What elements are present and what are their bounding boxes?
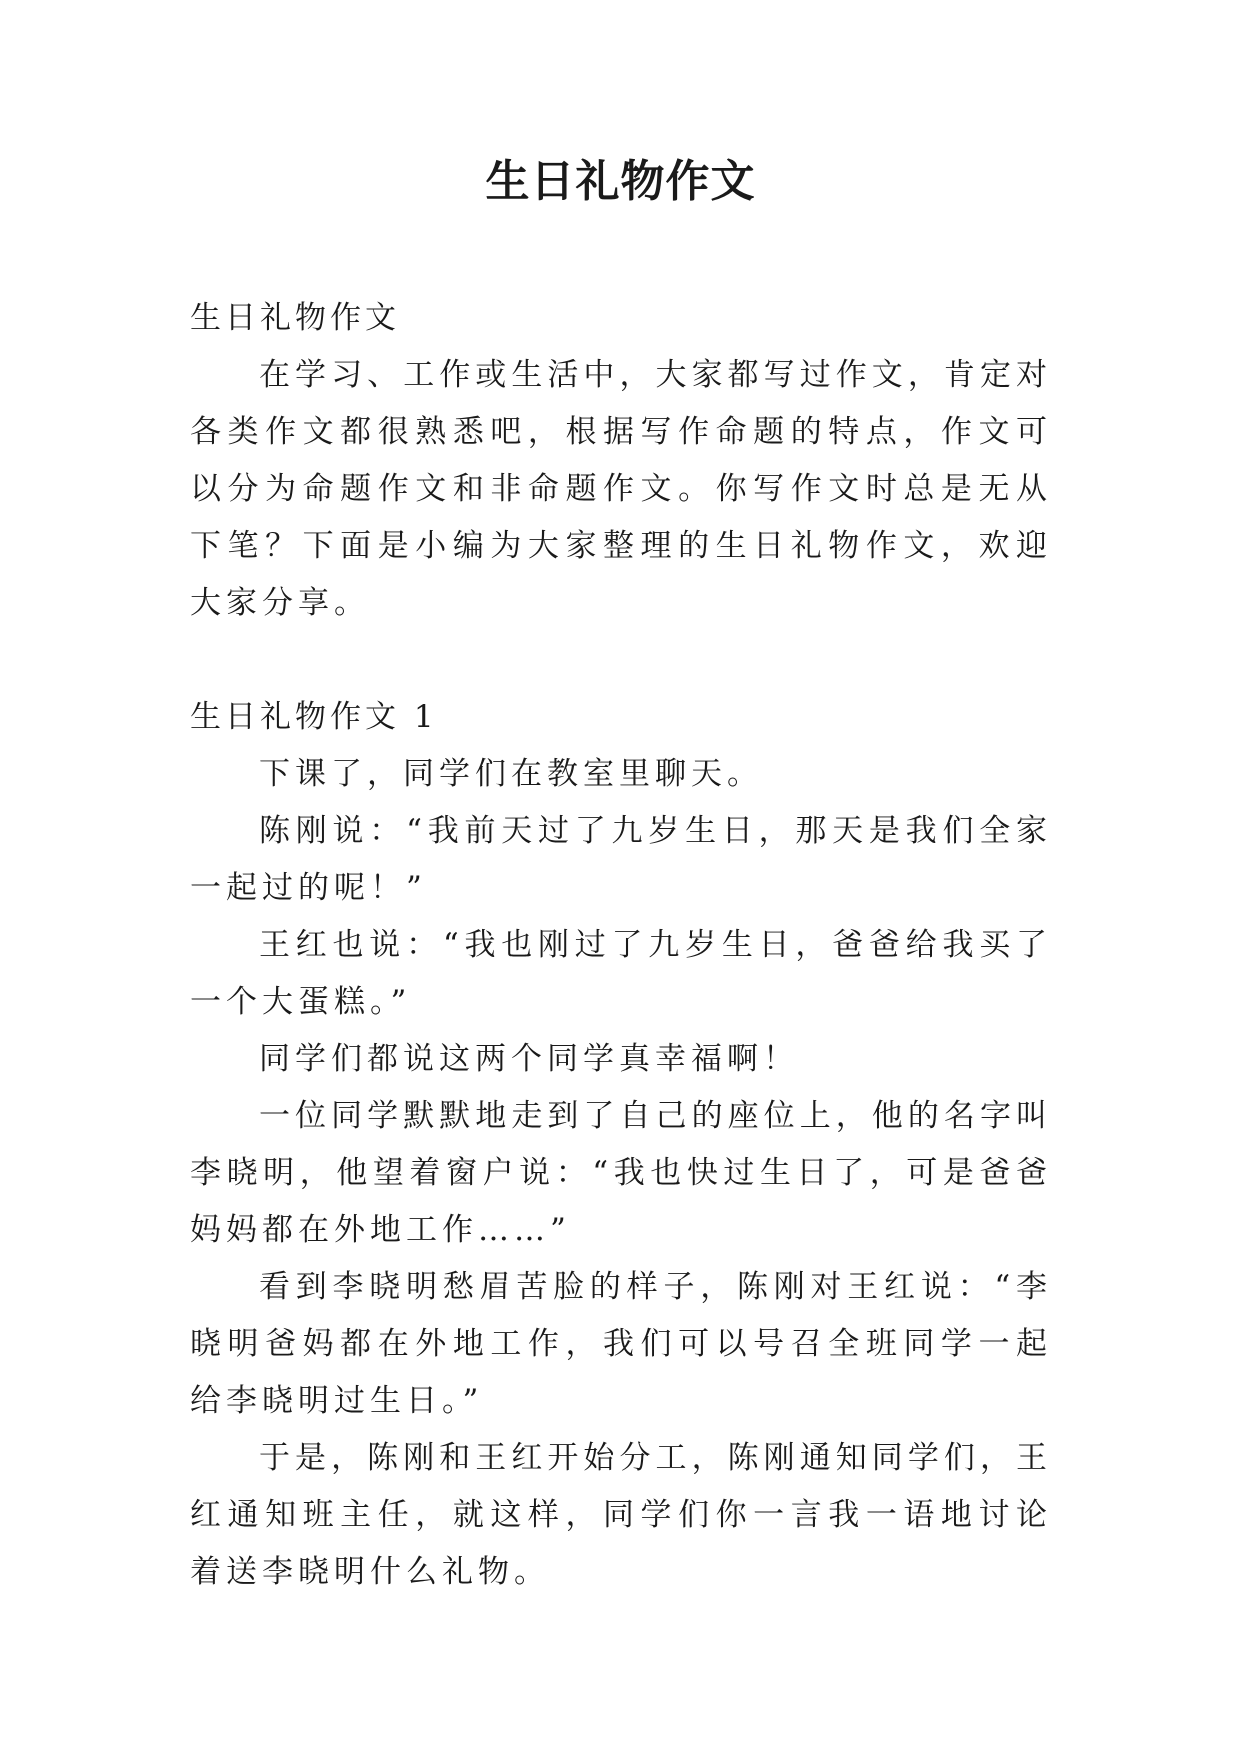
body-paragraph: 一位同学默默地走到了自己的座位上，他的名字叫李晓明，他望着窗户说：“我也快过生日了，可是爸爸妈妈都在外地工作……” [190, 1098, 1052, 1248]
intro-heading: 生日礼物作文 [190, 300, 400, 336]
body-paragraph: 同学们都说这两个同学真幸福啊！ [259, 1041, 799, 1077]
body-paragraph: 王红也说：“我也刚过了九岁生日，爸爸给我买了一个大蛋糕。” [190, 927, 1052, 1020]
body-paragraph: 看到李晓明愁眉苦脸的样子，陈刚对王红说：“李晓明爸妈都在外地工作，我们可以号召全班同学一起给李晓明过生日。” [190, 1269, 1052, 1419]
document-body [190, 290, 1052, 1601]
document-title: 生日礼物作文 [485, 156, 756, 207]
body-paragraph: 陈刚说：“我前天过了九岁生日，那天是我们全家一起过的呢！” [190, 813, 1052, 906]
body-paragraph: 下课了，同学们在教室里聊天。 [259, 756, 763, 792]
section-spacer [190, 632, 1052, 689]
section-heading: 生日礼物作文 1 [190, 699, 438, 735]
body-paragraph: 于是，陈刚和王红开始分工，陈刚通知同学们，王红通知班主任，就这样，同学们你一言我一语地讨论着送李晓明什么礼物。 [190, 1440, 1052, 1590]
intro-paragraph: 在学习、工作或生活中，大家都写过作文，肯定对各类作文都很熟悉吧，根据写作命题的特点，作文可以分为命题作文和非命题作文。你写作文时总是无从下笔？下面是小编为大家整理的生日礼物作文，欢迎大家分享。 [190, 357, 1052, 621]
